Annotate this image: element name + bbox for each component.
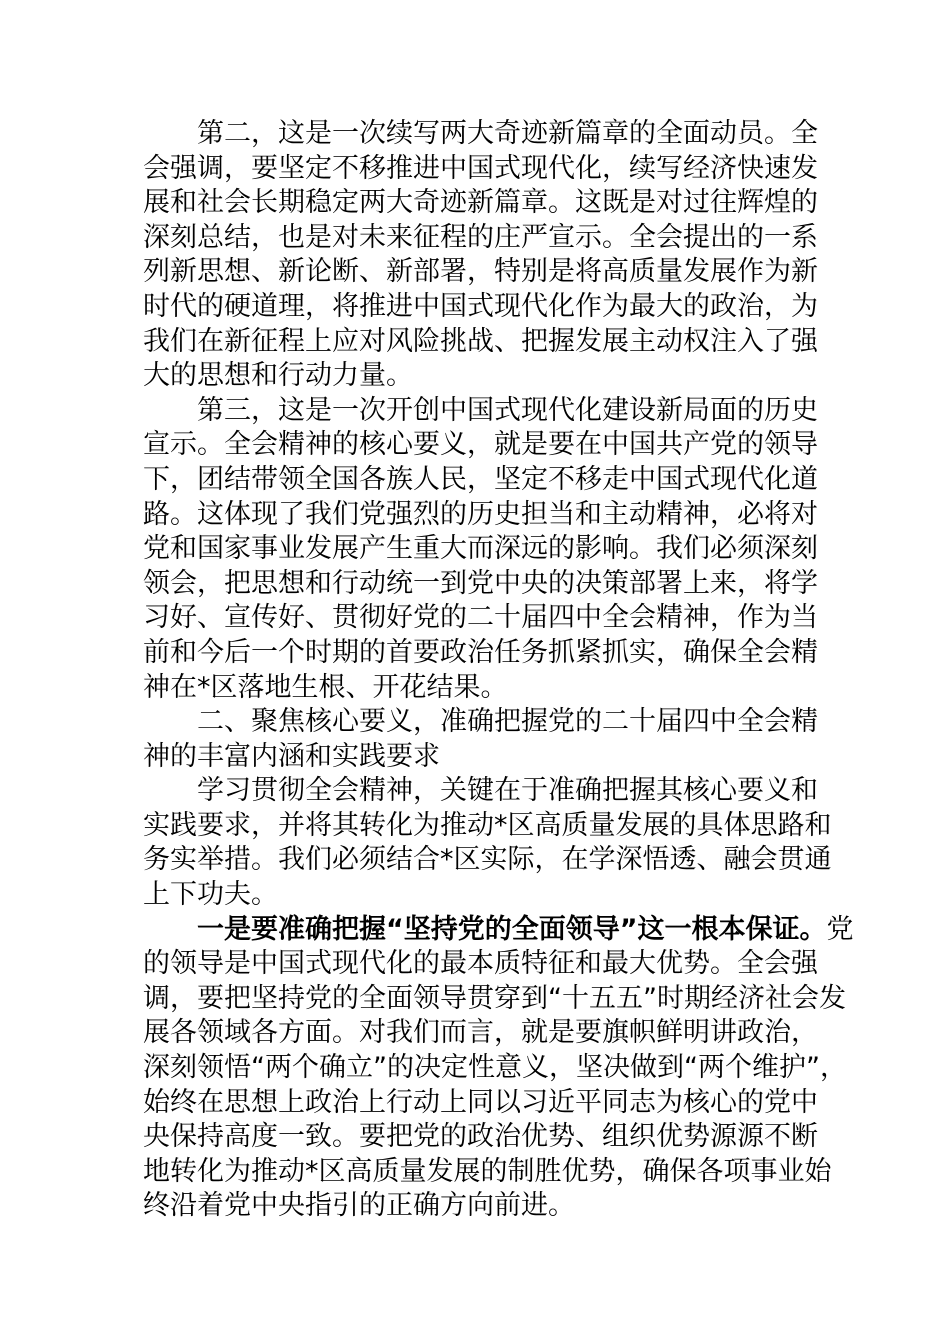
line-text: 党	[826, 913, 854, 945]
text-line: 我们在新征程上应对风险挑战、把握发展主动权注入了强	[143, 325, 818, 357]
text-line: 展和社会长期稳定两大奇迹新篇章。这既是对过往辉煌的	[143, 187, 818, 219]
text-line: 宣示。全会精神的核心要义，就是要在中国共产党的领导	[143, 429, 818, 461]
text-line: 央保持高度一致。要把党的政治优势、组织优势源源不断	[143, 1121, 818, 1153]
text-line: 地转化为推动*区高质量发展的制胜优势，确保各项事业始	[143, 1155, 832, 1187]
section-heading	[143, 705, 818, 774]
text-line: 展各领域各方面。对我们而言，就是要旗帜鲜明讲政治，	[143, 1017, 818, 1049]
text-line: 领会，把思想和行动统一到党中央的决策部署上来，将学	[143, 567, 818, 599]
text-line: 学习贯彻全会精神，关键在于准确把握其核心要义和	[197, 775, 818, 807]
paragraph	[143, 774, 832, 912]
text-line: 上下功夫。	[143, 879, 278, 911]
text-line: 务实举措。我们必须结合*区实际，在学深悟透、融会贯通	[143, 844, 832, 876]
text-line: 习好、宣传好、贯彻好党的二十届四中全会精神，作为当	[143, 602, 818, 634]
document-body	[143, 117, 854, 1224]
text-line: 第三，这是一次开创中国式现代化建设新局面的历史	[197, 394, 818, 426]
text-line: 第二，这是一次续写两大奇迹新篇章的全面动员。全	[197, 118, 818, 149]
text-line	[143, 913, 854, 948]
text-line: 的领导是中国式现代化的最本质特征和最大优势。全会强	[143, 948, 818, 980]
paragraph	[143, 394, 818, 705]
text-line: 列新思想、新论断、新部署，特别是将高质量发展作为新	[143, 256, 818, 288]
text-line: 二、聚焦核心要义，准确把握党的二十届四中全会精	[197, 706, 818, 738]
bold-lead: 一是要准确把握“坚持党的全面领导”这一根本保证。	[197, 913, 827, 945]
text-line: 始终在思想上政治上行动上同以习近平同志为核心的党中	[143, 1086, 818, 1118]
text-line: 神的丰富内涵和实践要求	[143, 740, 440, 772]
paragraph	[143, 117, 818, 394]
text-line: 前和今后一个时期的首要政治任务抓紧抓实，确保全会精	[143, 636, 818, 668]
text-line: 深刻领悟“两个确立”的决定性意义，坚决做到“两个维护”，	[143, 1052, 847, 1084]
text-line: 实践要求，并将其转化为推动*区高质量发展的具体思路和	[143, 809, 832, 841]
text-line: 调，要把坚持党的全面领导贯穿到“十五五”时期经济社会发	[143, 982, 846, 1014]
text-line: 路。这体现了我们党强烈的历史担当和主动精神，必将对	[143, 498, 818, 530]
text-line: 大的思想和行动力量。	[143, 360, 413, 392]
text-line: 党和国家事业发展产生重大而深远的影响。我们必须深刻	[143, 533, 818, 565]
text-line: 会强调，要坚定不移推进中国式现代化，续写经济快速发	[143, 152, 818, 184]
text-line: 终沿着党中央指引的正确方向前进。	[143, 1190, 575, 1222]
paragraph	[143, 913, 854, 1224]
text-line: 下，团结带领全国各族人民，坚定不移走中国式现代化道	[143, 463, 818, 495]
text-line: 神在*区落地生根、开花结果。	[143, 671, 508, 703]
text-line: 时代的硬道理，将推进中国式现代化作为最大的政治，为	[143, 290, 818, 322]
text-line: 深刻总结，也是对未来征程的庄严宣示。全会提出的一系	[143, 221, 818, 253]
